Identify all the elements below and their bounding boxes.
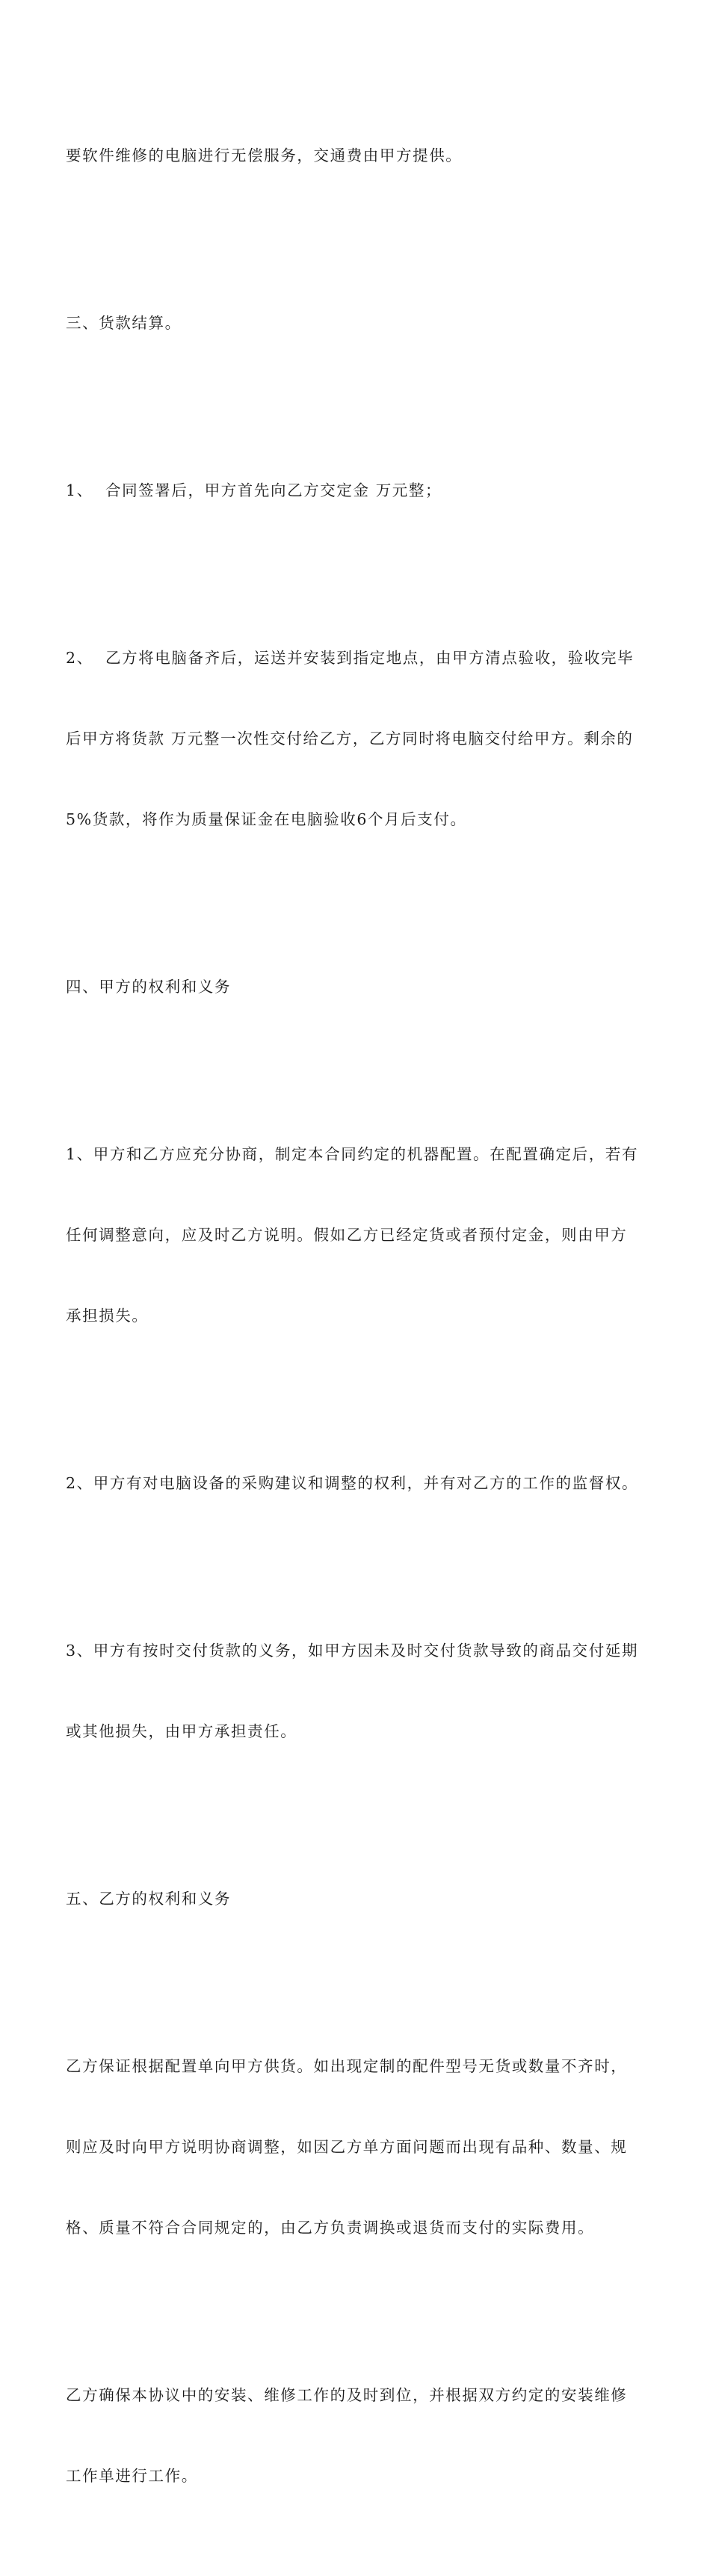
paragraph-service-note — [66, 88, 645, 223]
text-line: 1、 合同签署后，甲方首先向乙方交定金 万元整； — [66, 481, 442, 499]
text-line: 2、 乙方将电脑备齐后，运送并安装到指定地点，由甲方清点验收，验收完毕 — [66, 649, 635, 667]
text-line: 三、货款结算。 — [66, 314, 182, 332]
text-line: 2、甲方有对电脑设备的采购建议和调整的权利，并有对乙方的工作的监督权。 — [66, 1474, 639, 1492]
paragraph-party-b-1 — [66, 1999, 645, 2295]
section-heading-party-b — [66, 1831, 645, 1966]
text-line: 5%货款，将作为质量保证金在电脑验收6个月后支付。 — [66, 810, 467, 828]
paragraph-payment-1 — [66, 423, 645, 558]
text-line: 工作单进行工作。 — [66, 2467, 198, 2485]
text-line: 1、甲方和乙方应充分协商，制定本合同约定的机器配置。在配置确定后，若有 — [66, 1145, 639, 1163]
text-line: 或其他损失，由甲方承担责任。 — [66, 1722, 297, 1740]
text-line: 五、乙方的权利和义务 — [66, 1890, 231, 1908]
text-line: 后甲方将货款 万元整一次性交付给乙方，乙方同时将电脑交付给甲方。剩余的 — [66, 730, 634, 748]
text-line: 则应及时向甲方说明协商调整，如因乙方单方面问题而出现有品种、数量、规 — [66, 2138, 628, 2156]
text-line: 要软件维修的电脑进行无偿服务，交通费由甲方提供。 — [66, 147, 463, 164]
text-line: 承担损失。 — [66, 1307, 149, 1325]
text-line: 乙方保证根据配置单向甲方供货。如出现定制的配件型号无货或数量不齐时， — [66, 2057, 628, 2075]
text-line: 乙方确保本协议中的安装、维修工作的及时到位，并根据双方约定的安装维修 — [66, 2386, 628, 2404]
section-heading-party-a — [66, 919, 645, 1054]
text-line: 四、甲方的权利和义务 — [66, 978, 231, 996]
paragraph-party-a-2 — [66, 1416, 645, 1550]
paragraph-payment-2 — [66, 591, 645, 887]
text-line: 3、甲方有按时交付货款的义务，如甲方因未及时交付货款导致的商品交付延期 — [66, 1642, 639, 1660]
paragraph-party-a-1 — [66, 1087, 645, 1383]
paragraph-party-b-2 — [66, 2328, 645, 2543]
text-line: 任何调整意向，应及时乙方说明。假如乙方已经定货或者预付定金，则由甲方 — [66, 1226, 628, 1244]
text-line: 格、质量不符合合同规定的，由乙方负责调换或退货而支付的实际费用。 — [66, 2219, 595, 2237]
section-heading-payment — [66, 256, 645, 390]
document-body — [66, 88, 645, 2576]
paragraph-party-a-3 — [66, 1583, 645, 1799]
